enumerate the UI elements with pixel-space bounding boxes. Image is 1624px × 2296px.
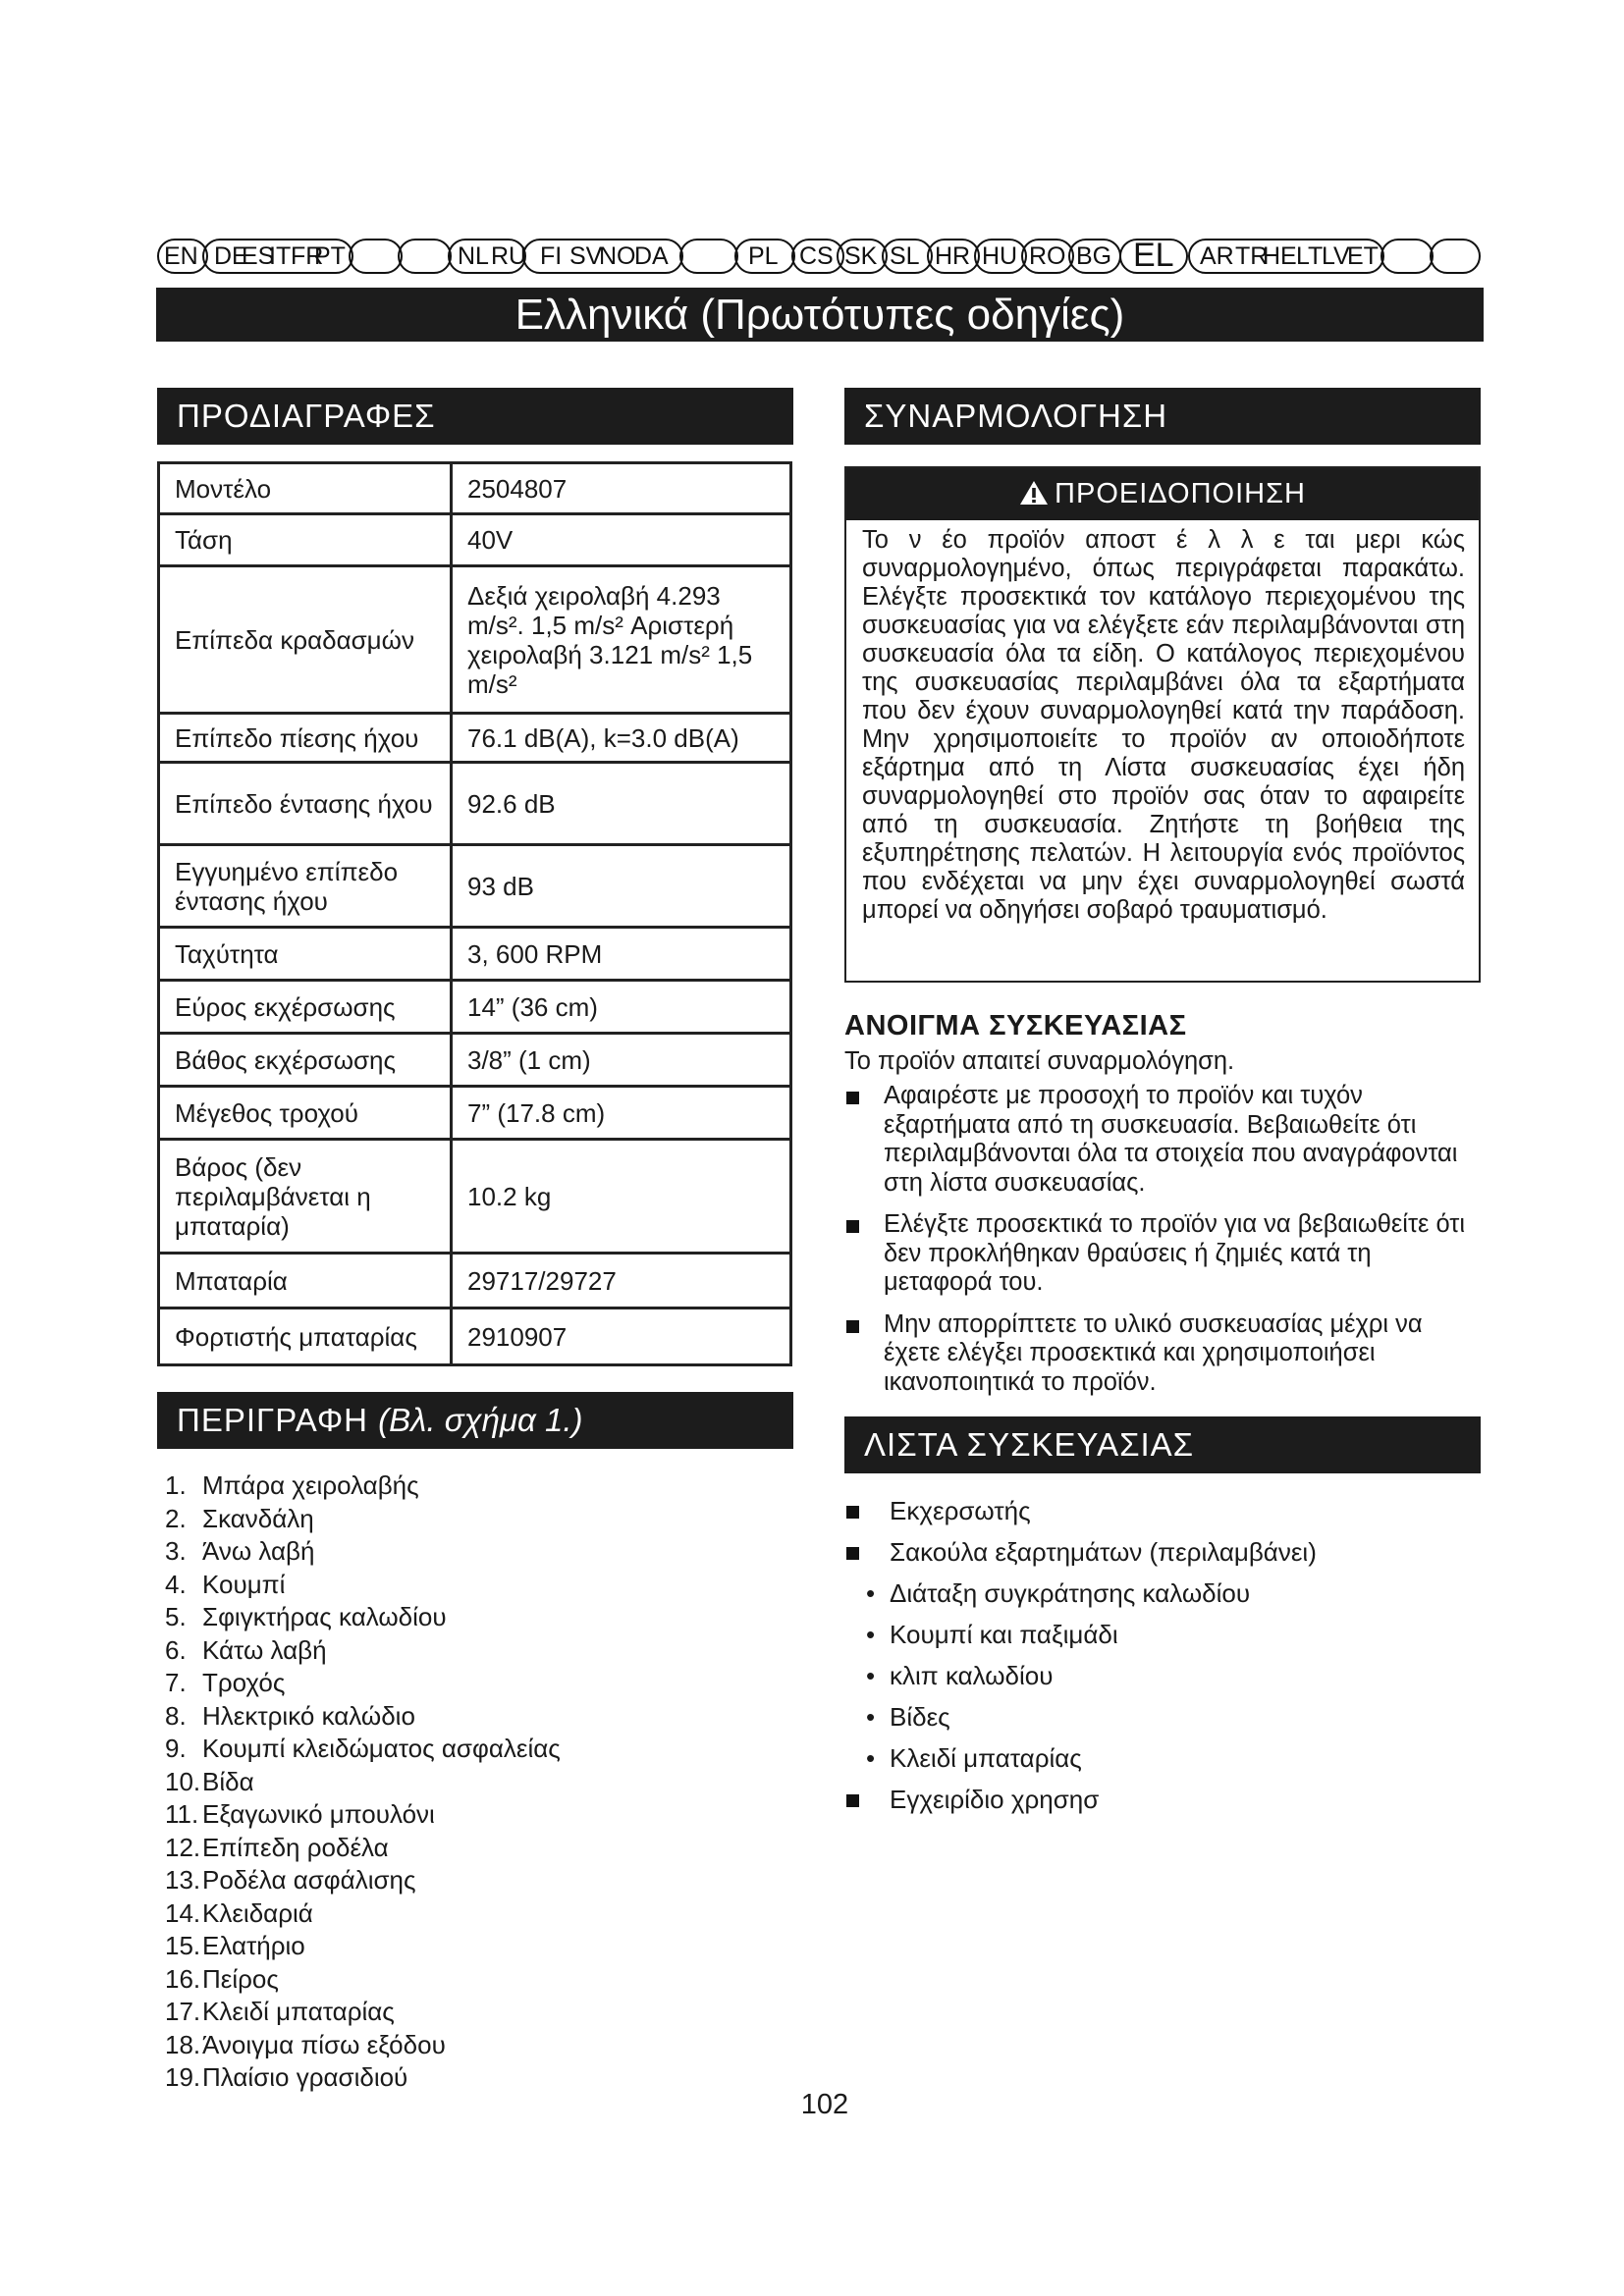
list-item: Εκχερσωτής [844, 1496, 1473, 1537]
unpacking-steps [844, 1082, 1473, 1410]
spec-label: Βάθος εκχέρσωσης [159, 1034, 452, 1087]
lang-bg[interactable]: BG [1076, 242, 1112, 270]
lang-hu[interactable]: HU [982, 242, 1018, 270]
spec-label: Εύρος εκχέρσωσης [159, 981, 452, 1034]
square-bullet-icon [846, 1320, 859, 1333]
table-row [159, 1034, 791, 1087]
warning-header [846, 468, 1479, 520]
spec-label: Επίπεδο πίεσης ήχου [159, 714, 452, 763]
parts-list [165, 1469, 561, 2095]
lang-lv[interactable]: LV [1322, 242, 1350, 270]
list-item: 12.Επίπεδη ροδέλα [165, 1832, 389, 1862]
list-item: Σακούλα εξαρτημάτων (περιλαμβάνει) [844, 1537, 1473, 1578]
spec-value: 3, 600 RPM [452, 928, 791, 981]
spec-label: Φορτιστής μπαταρίας [159, 1308, 452, 1365]
lang-hr[interactable]: HR [935, 242, 971, 270]
dot-bullet-icon: • [866, 1578, 876, 1608]
warning-title: ΠΡΟΕΙΔΟΠΟΙΗΣΗ [1055, 478, 1306, 509]
lang-tr[interactable]: TR [1235, 242, 1269, 270]
spec-value: 2910907 [452, 1308, 791, 1365]
lang-fr[interactable]: FR [291, 242, 324, 270]
list-item: 13.Ροδέλα ασφάλισης [165, 1865, 416, 1895]
table-row [159, 763, 791, 845]
list-item: 8. Ηλεκτρικό καλώδιο [165, 1700, 415, 1731]
list-item: Ελέγξτε προσεκτικά το προϊόν για να βεβαιωθείτε ότι δεν προκλήθηκαν θραύσεις ή ζημιές κατά τη μεταφορά του. [844, 1210, 1473, 1298]
lang-it[interactable]: IT [269, 242, 292, 270]
list-item: • Βίδες [866, 1702, 950, 1732]
spec-value: 93 dB [452, 845, 791, 928]
page-title: Ελληνικά (Πρωτότυπες οδηγίες) [156, 288, 1484, 342]
list-item: • Διάταξη συγκράτησης καλωδίου [866, 1578, 1251, 1608]
table-row [159, 981, 791, 1034]
table-row [159, 514, 791, 566]
spec-label: Μέγεθος τροχού [159, 1087, 452, 1140]
list-item: Εγχειρίδιο χρησησ [844, 1785, 1473, 1826]
list-item: 18.Άνοιγμα πίσω εξόδου [165, 2029, 446, 2059]
packing-list [844, 1496, 1473, 1826]
list-item: Αφαιρέστε με προσοχή το προϊόν και τυχόν εξαρτήματα από τη συσκευασία. Βεβαιωθείτε ότι περιλαμβάνονται όλα τα στοιχεία που αναγράφονται στη λίστα συσκευασίας. [844, 1082, 1473, 1198]
specs-table [157, 461, 792, 1366]
list-item: 2. Σκανδάλη [165, 1503, 314, 1533]
lang-sk[interactable]: SK [844, 242, 878, 270]
table-row [159, 845, 791, 928]
spec-label: Μπαταρία [159, 1254, 452, 1308]
lang-pt[interactable]: PT [314, 242, 346, 270]
list-item: 10.Βίδα [165, 1766, 254, 1796]
spec-value: 40V [452, 514, 791, 566]
lang-ar[interactable]: AR [1200, 242, 1234, 270]
lang-de[interactable]: DE [214, 242, 248, 270]
lang-lt[interactable]: LT [1296, 242, 1324, 270]
spec-label: Βάρος (δεν περιλαμβάνεται η μπαταρία) [159, 1140, 452, 1254]
table-row [159, 714, 791, 763]
list-item: 4. Κουμπί [165, 1569, 286, 1599]
table-row [159, 1087, 791, 1140]
list-item: 17.Κλειδί μπαταρίας [165, 1997, 395, 2026]
spec-label: Μοντέλο [159, 463, 452, 514]
square-bullet-icon [846, 1092, 859, 1104]
lang-nl[interactable]: NL [458, 242, 489, 270]
dot-bullet-icon: • [866, 1702, 876, 1732]
table-row [159, 928, 791, 981]
description-heading [157, 1392, 793, 1449]
list-item: 15.Ελατήριο [165, 1931, 305, 1960]
square-bullet-icon [846, 1220, 859, 1233]
table-row [159, 1140, 791, 1254]
list-item: 7. Τροχός [165, 1668, 286, 1697]
lang-ro[interactable]: RO [1029, 242, 1066, 270]
specs-heading: ΠΡΟΔΙΑΓΡΑΦΕΣ [157, 388, 793, 445]
lang-da[interactable]: DA [634, 242, 669, 270]
spec-value: 29717/29727 [452, 1254, 791, 1308]
list-item: 16.Πείρος [165, 1963, 279, 1994]
dot-bullet-icon: • [866, 1620, 876, 1649]
dot-bullet-icon: • [866, 1743, 876, 1773]
spec-value: 10.2 kg [452, 1140, 791, 1254]
spec-label: Επίπεδα κραδασμών [159, 566, 452, 714]
table-row [159, 463, 791, 514]
dot-bullet-icon: • [866, 1661, 876, 1690]
list-item: 11. Εξαγωνικό μπουλόνι [165, 1799, 435, 1829]
list-item: 5. Σφιγκτήρας καλωδίου [165, 1602, 447, 1631]
lang-pl[interactable]: PL [748, 242, 779, 270]
list-item: Μην απορρίπτετε το υλικό συσκευασίας μέχρι να έχετε ελέγξει προσεκτικά και χρησιμοποιήσει ικανοποιητικά το προϊόν. [844, 1310, 1473, 1398]
lang-no[interactable]: NO [599, 242, 636, 270]
lang-en[interactable]: EN [164, 242, 198, 270]
lang-es[interactable]: ES [242, 242, 275, 270]
spec-label: Επίπεδο έντασης ήχου [159, 763, 452, 845]
page-number: 102 [800, 2089, 849, 2120]
spec-label: Εγγυημένο επίπεδο έντασης ήχου [159, 845, 452, 928]
warning-text: Το ν έο προϊόν αποστ έ λ λ ε ται μερι κώς συναρμολογημένο, όπως περιγράφεται παρακάτω. Ελέγξτε προσεκτικά τον κατάλογο περιεχομένου της συσκευασίας για να ελέγξετε εάν περιλαμβάνονται στη συσκευασία όλα τα είδη. Ο κατάλογος περιεχομένου της συσκευασίας περιλαμβάνει όλα τα εξαρτήματα που δεν έχουν συναρμολογηθεί κατά την παράδοση. Μην χρησιμοποιείτε το προϊόν αν οποιοδήποτε εξάρτημα από τη Λίστα συσκευασίας έχει ήδη συναρμολογηθεί στο προϊόν σας όταν το αφαιρείτε από τη συσκευασία. Ζητήστε τη βοήθεια της εξυπηρέτησης πελατών. Η λειτουργία ενός προϊόντος που ενδέχεται να μην έχει συναρμολογηθεί σωστά μπορεί να οδηγήσει σοβαρό τραυματισμό. [862, 526, 1465, 924]
lang-cs[interactable]: CS [799, 242, 834, 270]
unpacking-heading: ΑΝΟΙΓΜΑ ΣΥΣΚΕΥΑΣΙΑΣ [844, 1010, 1187, 1041]
lang-he[interactable]: HE [1263, 242, 1297, 270]
spec-value: 2504807 [452, 463, 791, 514]
lang-ru[interactable]: RU [491, 242, 527, 270]
square-bullet-icon [846, 1506, 859, 1519]
warning-triangle-icon [1019, 480, 1049, 506]
lang-el-active[interactable]: EL [1133, 237, 1174, 274]
square-bullet-icon [846, 1794, 859, 1807]
lang-sv[interactable]: SV [569, 242, 603, 270]
list-item: • Κλειδί μπαταρίας [866, 1743, 1082, 1773]
lang-et[interactable]: ET [1347, 242, 1379, 270]
spec-label: Τάση [159, 514, 452, 566]
spec-value: 92.6 dB [452, 763, 791, 845]
warning-box [844, 466, 1481, 983]
list-item: 1. Μπάρα χειρολαβής [165, 1470, 419, 1500]
list-item: 19.Πλαίσιο γρασιδιού [165, 2062, 408, 2092]
language-bar [157, 236, 1483, 277]
spec-value: 76.1 dB(A), k=3.0 dB(A) [452, 714, 791, 763]
description-figure-ref: (Βλ. σχήμα 1.) [378, 1402, 583, 1438]
list-item: • κλιπ καλωδίου [866, 1661, 1054, 1690]
table-row [159, 566, 791, 714]
list-item: 3. Άνω λαβή [165, 1536, 315, 1566]
description-heading-text: ΠΕΡΙΓΡΑΦΗ [177, 1402, 368, 1438]
list-item: • Κουμπί και παξιμάδι [866, 1620, 1118, 1649]
table-row [159, 1254, 791, 1308]
list-item: 14.Κλειδαριά [165, 1897, 313, 1928]
list-item: 9. Κουμπί κλειδώματος ασφαλείας [165, 1734, 561, 1763]
table-row [159, 1308, 791, 1365]
lang-sl[interactable]: SL [890, 242, 920, 270]
square-bullet-icon [846, 1547, 859, 1560]
packing-list-heading: ΛΙΣΤΑ ΣΥΣΚΕΥΑΣΙΑΣ [844, 1416, 1481, 1473]
spec-value: 3/8” (1 cm) [452, 1034, 791, 1087]
spec-value: 14” (36 cm) [452, 981, 791, 1034]
lang-fi[interactable]: FI [540, 242, 563, 270]
spec-value: Δεξιά χειρολαβή 4.293 m/s². 1,5 m/s² Αριστερή χειρολαβή 3.121 m/s² 1,5 m/s² [452, 566, 791, 714]
list-item: 6. Κάτω λαβή [165, 1634, 327, 1665]
assembly-heading: ΣΥΝΑΡΜΟΛΟΓΗΣΗ [844, 388, 1481, 445]
spec-value: 7” (17.8 cm) [452, 1087, 791, 1140]
spec-label: Ταχύτητα [159, 928, 452, 981]
unpacking-intro: Το προϊόν απαιτεί συναρμολόγηση. [844, 1047, 1235, 1075]
